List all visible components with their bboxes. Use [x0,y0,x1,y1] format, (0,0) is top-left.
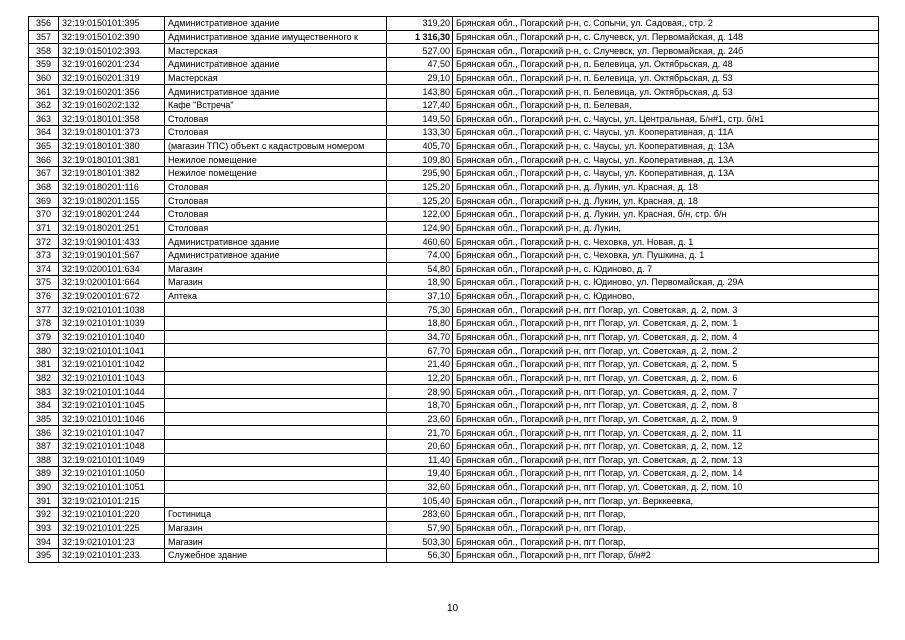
address-cell: Брянская обл., Погарский р-н, пгт Погар, ул. Советская, д. 2, пом. 8 [453,398,879,412]
area-cell: 122,00 [387,207,453,221]
address-cell: Брянская обл., Погарский р-н, пгт Погар, ул. Советская, д. 2, пом. 2 [453,344,879,358]
object-name-cell: Столовая [165,221,387,235]
address-cell: Брянская обл., Погарский р-н, пгт Погар, ул. Советская, д. 2, пом. 7 [453,385,879,399]
object-name-cell: Столовая [165,126,387,140]
table-row [29,153,879,167]
cadastral-number-cell: 32:19:0210101:23 [59,535,165,549]
cadastral-number-cell: 32:19:0210101:1050 [59,467,165,481]
address-cell: Брянская обл., Погарский р-н, с. Случевск, ул. Первомайская, д. 24б [453,44,879,58]
cadastral-number-cell: 32:19:0150102:390 [59,30,165,44]
area-cell: 283,60 [387,508,453,522]
object-name-cell [165,398,387,412]
area-cell: 74,00 [387,248,453,262]
area-cell: 503,30 [387,535,453,549]
row-number-cell: 395 [29,548,59,562]
cadastral-number-cell: 32:19:0160201:234 [59,57,165,71]
area-cell: 105,40 [387,494,453,508]
table-row [29,303,879,317]
table-row [29,276,879,290]
cadastral-number-cell: 32:19:0180101:358 [59,112,165,126]
object-name-cell: Гостиница [165,508,387,522]
address-cell: Брянская обл., Погарский р-н, с. Случевск, ул. Первомайская, д. 148 [453,30,879,44]
table-row [29,235,879,249]
table-row [29,71,879,85]
cadastral-number-cell: 32:19:0200101:634 [59,262,165,276]
table-row [29,412,879,426]
table-row [29,467,879,481]
cadastral-number-cell: 32:19:0180101:381 [59,153,165,167]
area-cell: 56,30 [387,548,453,562]
property-table-body [29,17,879,563]
cadastral-number-cell: 32:19:0160201:319 [59,71,165,85]
table-row [29,548,879,562]
area-cell: 149,50 [387,112,453,126]
object-name-cell: Служебное здание [165,548,387,562]
object-name-cell [165,303,387,317]
address-cell: Брянская обл., Погарский р-н, п. Белевица, ул. Октябрьская, д. 48 [453,57,879,71]
address-cell: Брянская обл., Погарский р-н, пгт Погар, ул. Советская, д. 2, пом. 13 [453,453,879,467]
area-cell: 1 316,30 [387,30,453,44]
address-cell: Брянская обл., Погарский р-н, с. Юдиново, [453,289,879,303]
row-number-cell: 390 [29,480,59,494]
address-cell: Брянская обл., Погарский р-н, пгт Погар, ул. Советская, д. 2, пом. 4 [453,330,879,344]
row-number-cell: 361 [29,85,59,99]
object-name-cell: Мастерская [165,44,387,58]
table-row [29,207,879,221]
cadastral-number-cell: 32:19:0210101:233 [59,548,165,562]
row-number-cell: 359 [29,57,59,71]
object-name-cell: Аптека [165,289,387,303]
row-number-cell: 370 [29,207,59,221]
table-row [29,167,879,181]
cadastral-number-cell: 32:19:0210101:1048 [59,439,165,453]
cadastral-number-cell: 32:19:0210101:225 [59,521,165,535]
address-cell: Брянская обл., Погарский р-н, п. Белевица, ул. Октябрьская, д. 53 [453,71,879,85]
area-cell: 295,90 [387,167,453,181]
address-cell: Брянская обл., Погарский р-н, пгт Погар, ул. Советская, д. 2, пом. 9 [453,412,879,426]
table-row [29,248,879,262]
row-number-cell: 365 [29,139,59,153]
object-name-cell: Нежилое помещение [165,153,387,167]
row-number-cell: 378 [29,317,59,331]
object-name-cell: Столовая [165,207,387,221]
cadastral-number-cell: 32:19:0160202:132 [59,98,165,112]
table-row [29,521,879,535]
object-name-cell [165,426,387,440]
area-cell: 34,70 [387,330,453,344]
table-row [29,426,879,440]
object-name-cell [165,371,387,385]
area-cell: 28,90 [387,385,453,399]
table-row [29,126,879,140]
row-number-cell: 382 [29,371,59,385]
object-name-cell [165,480,387,494]
row-number-cell: 389 [29,467,59,481]
area-cell: 18,90 [387,276,453,290]
table-row [29,508,879,522]
object-name-cell: Административное здание [165,57,387,71]
area-cell: 319,20 [387,17,453,31]
area-cell: 127,40 [387,98,453,112]
row-number-cell: 366 [29,153,59,167]
area-cell: 21,40 [387,358,453,372]
table-row [29,98,879,112]
area-cell: 143,80 [387,85,453,99]
address-cell: Брянская обл., Погарский р-н, д. Лукин, ул. Красная, б/н, стр. б/н [453,207,879,221]
row-number-cell: 384 [29,398,59,412]
property-table [28,16,879,563]
object-name-cell: Административное здание [165,235,387,249]
cadastral-number-cell: 32:19:0210101:1041 [59,344,165,358]
table-row [29,112,879,126]
area-cell: 125,20 [387,194,453,208]
area-cell: 32,60 [387,480,453,494]
area-cell: 133,30 [387,126,453,140]
object-name-cell: Административное здание [165,85,387,99]
cadastral-number-cell: 32:19:0180201:244 [59,207,165,221]
object-name-cell: Нежилое помещение [165,167,387,181]
address-cell: Брянская обл., Погарский р-н, с. Чаусы, ул. Кооперативная, д. 13А [453,167,879,181]
row-number-cell: 360 [29,71,59,85]
object-name-cell: Столовая [165,180,387,194]
object-name-cell: Административное здание [165,17,387,31]
object-name-cell [165,385,387,399]
cadastral-number-cell: 32:19:0210101:1047 [59,426,165,440]
table-row [29,453,879,467]
cadastral-number-cell: 32:19:0210101:1051 [59,480,165,494]
row-number-cell: 393 [29,521,59,535]
object-name-cell [165,358,387,372]
cadastral-number-cell: 32:19:0150102:393 [59,44,165,58]
cadastral-number-cell: 32:19:0180201:116 [59,180,165,194]
object-name-cell [165,317,387,331]
cadastral-number-cell: 32:19:0180201:251 [59,221,165,235]
cadastral-number-cell: 32:19:0190101:567 [59,248,165,262]
area-cell: 109,80 [387,153,453,167]
area-cell: 47,50 [387,57,453,71]
table-row [29,17,879,31]
table-row [29,535,879,549]
area-cell: 21,70 [387,426,453,440]
cadastral-number-cell: 32:19:0210101:1038 [59,303,165,317]
area-cell: 29,10 [387,71,453,85]
row-number-cell: 383 [29,385,59,399]
address-cell: Брянская обл., Погарский р-н, п. Белевица, ул. Октябрьская, д. 53 [453,85,879,99]
object-name-cell: (магазин ТПС) объект с кадастровым номером [165,139,387,153]
address-cell: Брянская обл., Погарский р-н, п. Белевая, [453,98,879,112]
address-cell: Брянская обл., Погарский р-н, с. Чаусы, ул. Кооперативная, д. 13А [453,139,879,153]
cadastral-number-cell: 32:19:0190101:433 [59,235,165,249]
row-number-cell: 388 [29,453,59,467]
row-number-cell: 371 [29,221,59,235]
area-cell: 12,20 [387,371,453,385]
object-name-cell [165,412,387,426]
cadastral-number-cell: 32:19:0210101:1046 [59,412,165,426]
row-number-cell: 379 [29,330,59,344]
object-name-cell [165,494,387,508]
row-number-cell: 369 [29,194,59,208]
table-row [29,439,879,453]
object-name-cell: Мастерская [165,71,387,85]
cadastral-number-cell: 32:19:0210101:1043 [59,371,165,385]
table-row [29,44,879,58]
object-name-cell [165,467,387,481]
area-cell: 124,90 [387,221,453,235]
cadastral-number-cell: 32:19:0150101:395 [59,17,165,31]
row-number-cell: 364 [29,126,59,140]
cadastral-number-cell: 32:19:0210101:1049 [59,453,165,467]
area-cell: 405,70 [387,139,453,153]
area-cell: 527,00 [387,44,453,58]
area-cell: 37,10 [387,289,453,303]
cadastral-number-cell: 32:19:0210101:1039 [59,317,165,331]
address-cell: Брянская обл., Погарский р-н, с. Чаусы, ул. Кооперативная, д. 13А [453,153,879,167]
row-number-cell: 376 [29,289,59,303]
object-name-cell [165,344,387,358]
row-number-cell: 375 [29,276,59,290]
cadastral-number-cell: 32:19:0210101:215 [59,494,165,508]
row-number-cell: 392 [29,508,59,522]
row-number-cell: 367 [29,167,59,181]
object-name-cell [165,330,387,344]
address-cell: Брянская обл., Погарский р-н, с. Чаусы, ул. Центральная, Б/н#1, стр. б/н1 [453,112,879,126]
address-cell: Брянская обл., Погарский р-н, с. Сопычи, ул. Садовая,, стр. 2 [453,17,879,31]
row-number-cell: 386 [29,426,59,440]
row-number-cell: 387 [29,439,59,453]
row-number-cell: 377 [29,303,59,317]
address-cell: Брянская обл., Погарский р-н, пгт Погар, ул. Советская, д. 2, пом. 5 [453,358,879,372]
table-row [29,317,879,331]
address-cell: Брянская обл., Погарский р-н, пгт Погар, ул. Советская, д. 2, пом. 1 [453,317,879,331]
address-cell: Брянская обл., Погарский р-н, пгт Погар, б/н#2 [453,548,879,562]
area-cell: 54,80 [387,262,453,276]
table-row [29,139,879,153]
address-cell: Брянская обл., Погарский р-н, пгт Погар, [453,535,879,549]
area-cell: 18,70 [387,398,453,412]
object-name-cell: Магазин [165,262,387,276]
address-cell: Брянская обл., Погарский р-н, д. Лукин, ул. Красная, д. 18 [453,180,879,194]
table-row [29,180,879,194]
area-cell: 460,60 [387,235,453,249]
area-cell: 19,40 [387,467,453,481]
area-cell: 11,40 [387,453,453,467]
cadastral-number-cell: 32:19:0210101:1045 [59,398,165,412]
table-row [29,221,879,235]
object-name-cell: Столовая [165,194,387,208]
address-cell: Брянская обл., Погарский р-н, пгт Погар, ул. Советская, д. 2, пом. 3 [453,303,879,317]
address-cell: Брянская обл., Погарский р-н, д. Лукин, [453,221,879,235]
object-name-cell: Магазин [165,535,387,549]
table-row [29,385,879,399]
cadastral-number-cell: 32:19:0210101:220 [59,508,165,522]
area-cell: 67,70 [387,344,453,358]
address-cell: Брянская обл., Погарский р-н, д. Лукин, ул. Красная, д. 18 [453,194,879,208]
row-number-cell: 356 [29,17,59,31]
cadastral-number-cell: 32:19:0200101:672 [59,289,165,303]
area-cell: 18,80 [387,317,453,331]
object-name-cell: Административное здание [165,248,387,262]
table-row [29,371,879,385]
address-cell: Брянская обл., Погарский р-н, с. Юдиново, ул. Первомайская, д. 29А [453,276,879,290]
table-row [29,358,879,372]
row-number-cell: 363 [29,112,59,126]
object-name-cell: Магазин [165,521,387,535]
row-number-cell: 380 [29,344,59,358]
cadastral-number-cell: 32:19:0210101:1044 [59,385,165,399]
address-cell: Брянская обл., Погарский р-н, с. Чеховка, ул. Пушкина, д. 1 [453,248,879,262]
object-name-cell: Магазин [165,276,387,290]
row-number-cell: 391 [29,494,59,508]
cadastral-number-cell: 32:19:0160201:356 [59,85,165,99]
object-name-cell [165,439,387,453]
cadastral-number-cell: 32:19:0180201:155 [59,194,165,208]
address-cell: Брянская обл., Погарский р-н, пгт Погар, ул. Советская, д. 2, пом. 11 [453,426,879,440]
table-row [29,494,879,508]
table-row [29,289,879,303]
address-cell: Брянская обл., Погарский р-н, пгт Погар, ул. Советская, д. 2, пом. 10 [453,480,879,494]
table-row [29,262,879,276]
row-number-cell: 358 [29,44,59,58]
address-cell: Брянская обл., Погарский р-н, с. Чаусы, ул. Кооперативная, д. 11А [453,126,879,140]
table-row [29,330,879,344]
row-number-cell: 373 [29,248,59,262]
address-cell: Брянская обл., Погарский р-н, пгт Погар, ул. Советская, д. 2, пом. 6 [453,371,879,385]
area-cell: 75,30 [387,303,453,317]
row-number-cell: 394 [29,535,59,549]
object-name-cell: Кафе "Встреча" [165,98,387,112]
row-number-cell: 362 [29,98,59,112]
address-cell: Брянская обл., Погарский р-н, пгт Погар, ул. Верккеевка, [453,494,879,508]
area-cell: 57,90 [387,521,453,535]
address-cell: Брянская обл., Погарский р-н, пгт Погар, [453,521,879,535]
page-number: 10 [446,603,459,614]
cadastral-number-cell: 32:19:0180101:373 [59,126,165,140]
object-name-cell [165,453,387,467]
cadastral-number-cell: 32:19:0210101:1042 [59,358,165,372]
row-number-cell: 385 [29,412,59,426]
table-row [29,344,879,358]
cadastral-number-cell: 32:19:0180101:380 [59,139,165,153]
row-number-cell: 381 [29,358,59,372]
area-cell: 23,60 [387,412,453,426]
cadastral-number-cell: 32:19:0210101:1040 [59,330,165,344]
row-number-cell: 372 [29,235,59,249]
address-cell: Брянская обл., Погарский р-н, с. Юдиново, д. 7 [453,262,879,276]
table-row [29,398,879,412]
address-cell: Брянская обл., Погарский р-н, с. Чеховка, ул. Новая, д. 1 [453,235,879,249]
cadastral-number-cell: 32:19:0200101:664 [59,276,165,290]
object-name-cell: Столовая [165,112,387,126]
table-row [29,194,879,208]
address-cell: Брянская обл., Погарский р-н, пгт Погар, [453,508,879,522]
row-number-cell: 357 [29,30,59,44]
cadastral-number-cell: 32:19:0180101:382 [59,167,165,181]
address-cell: Брянская обл., Погарский р-н, пгт Погар, ул. Советская, д. 2, пом. 12 [453,439,879,453]
table-row [29,30,879,44]
row-number-cell: 374 [29,262,59,276]
area-cell: 125,20 [387,180,453,194]
table-row [29,480,879,494]
table-row [29,57,879,71]
object-name-cell: Административное здание имущественного к [165,30,387,44]
table-row [29,85,879,99]
area-cell: 20,60 [387,439,453,453]
address-cell: Брянская обл., Погарский р-н, пгт Погар, ул. Советская, д. 2, пом. 14 [453,467,879,481]
row-number-cell: 368 [29,180,59,194]
